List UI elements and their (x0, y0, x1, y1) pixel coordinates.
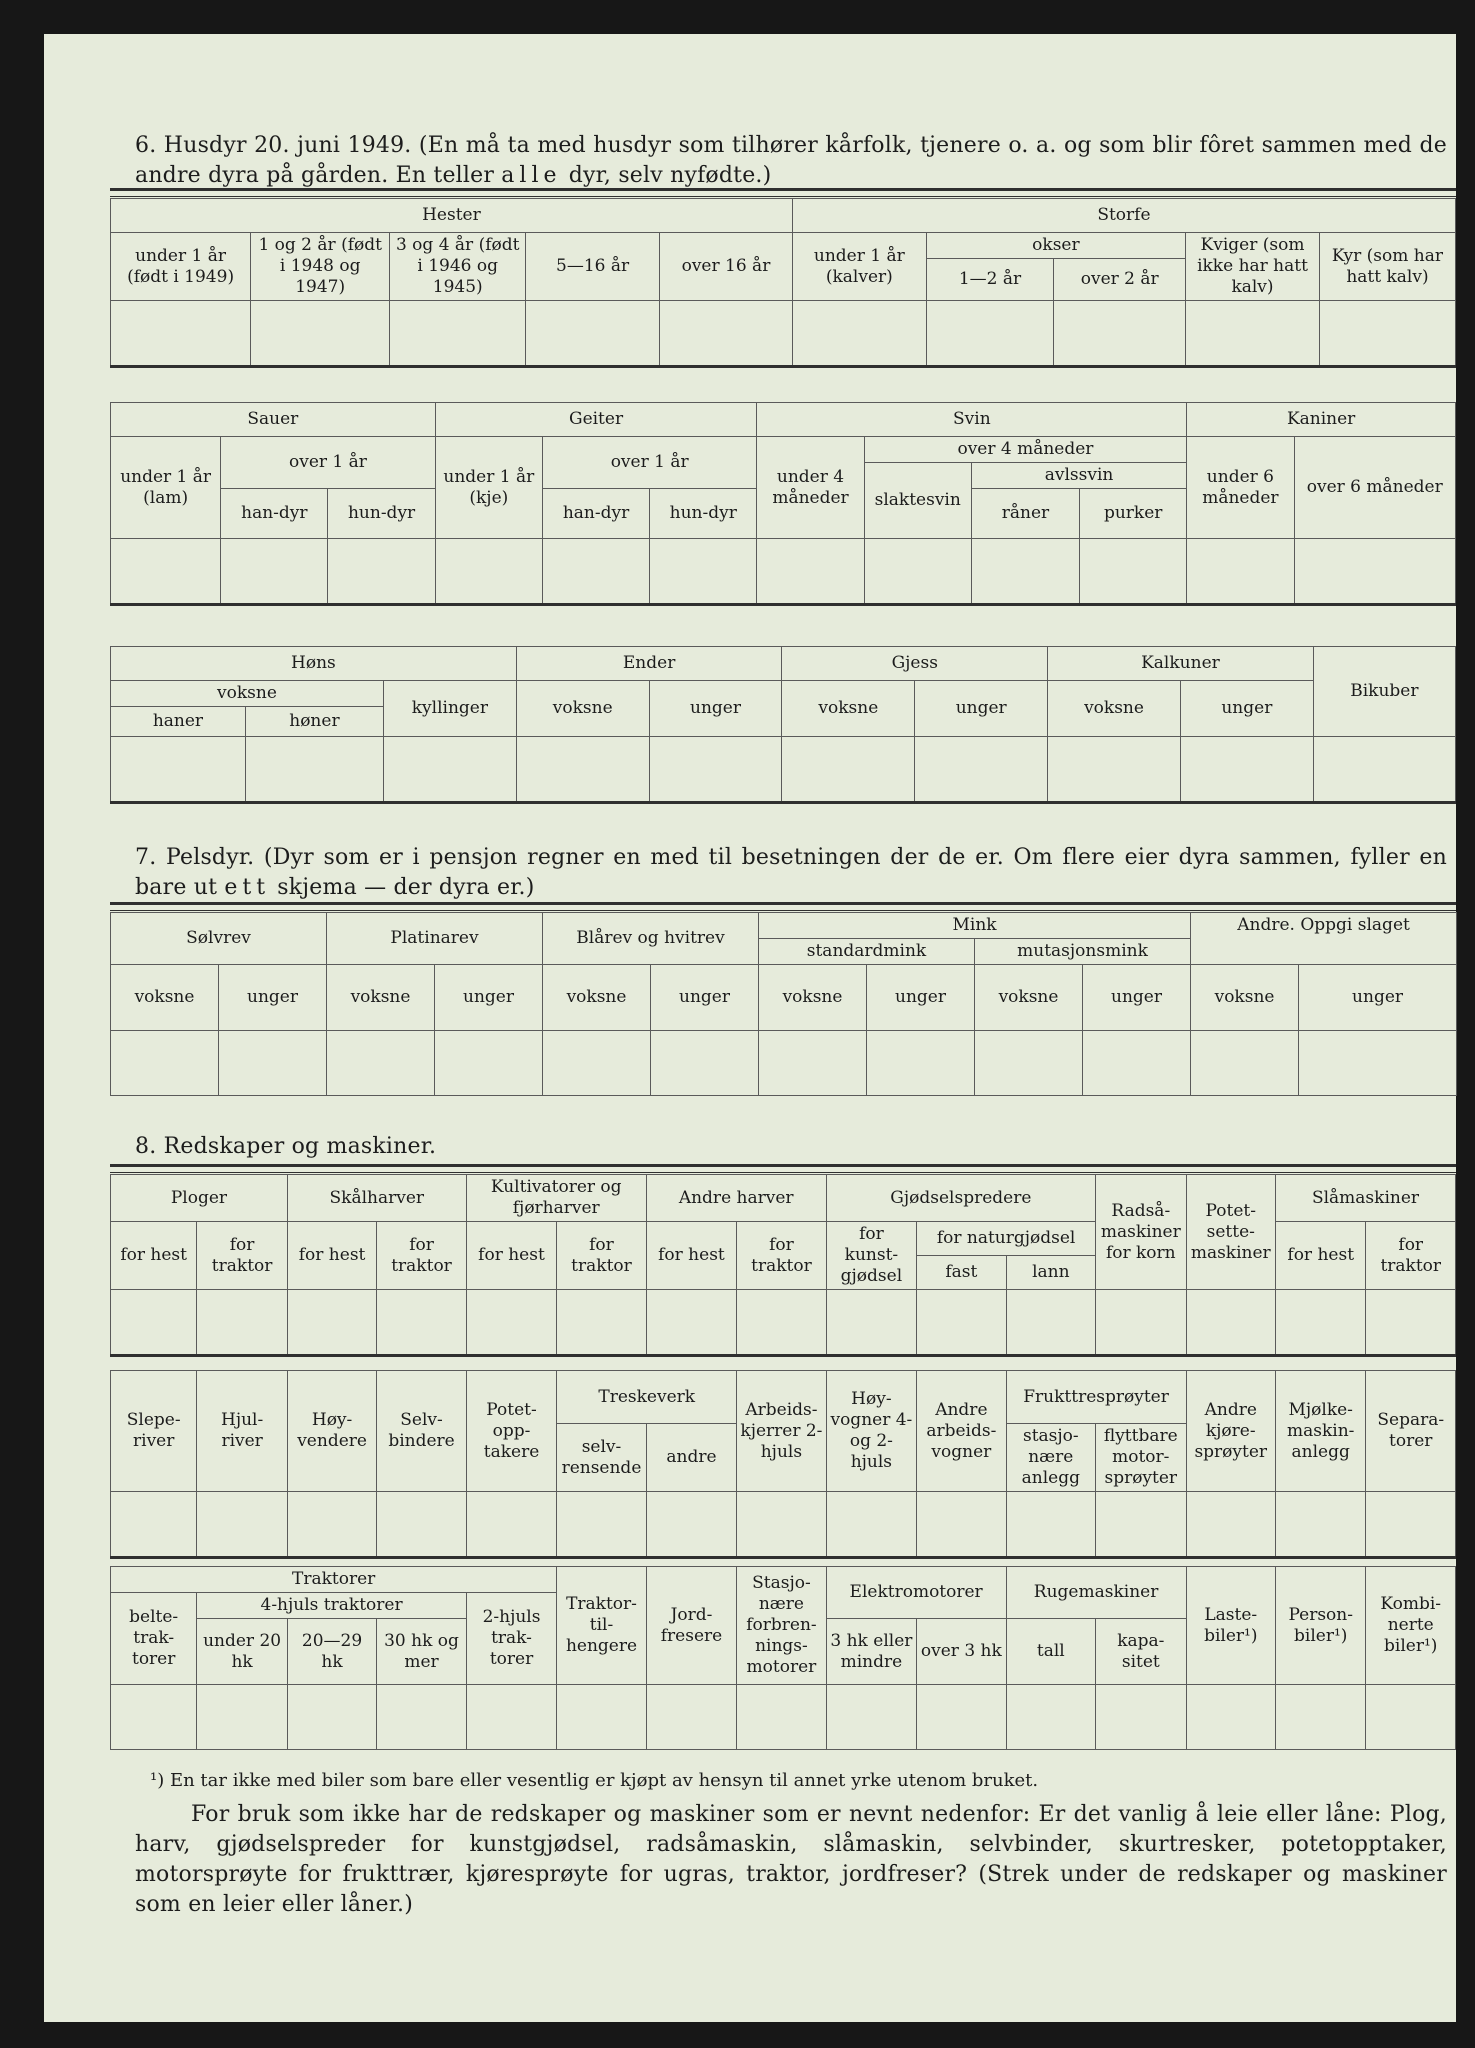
rule (110, 902, 1456, 911)
svin-avlssvin: avlssvin (971, 463, 1186, 489)
hons-voksne: voksne (111, 681, 384, 707)
ruge-col: kapa-sitet (1096, 1619, 1186, 1685)
storfe-header: Storfe (792, 199, 1455, 233)
entry-cell[interactable] (1366, 1685, 1456, 1750)
for-hest: for hest (1275, 1222, 1365, 1290)
geiter-header: Geiter (435, 403, 757, 437)
svin-under4: under 4 måneder (757, 437, 864, 539)
pelsdyr-blarev: Blårev og hvitrev (543, 913, 759, 965)
for-hest: for hest (466, 1222, 556, 1290)
entry-cell[interactable] (1054, 301, 1186, 367)
entry-cell[interactable] (111, 301, 251, 367)
firehjuls-col: under 20 hk (197, 1619, 287, 1685)
potetsettemaskiner-header: Potet-sette-maskiner (1186, 1175, 1275, 1290)
entry-cell[interactable] (757, 539, 864, 605)
entry-cell[interactable] (466, 1685, 557, 1750)
entry-cell[interactable] (390, 301, 526, 367)
hester-col: 5—16 år (526, 233, 660, 301)
entry-cell[interactable] (1275, 1290, 1365, 1356)
lastebiler-header: Laste-biler¹) (1186, 1567, 1275, 1685)
treskeverk-selvrensende: selv-rensende (557, 1424, 646, 1492)
storfe-okser: okser (926, 233, 1185, 259)
section-7-intro (135, 843, 1447, 903)
emphasis-alle: alle (501, 163, 562, 188)
sauer-lam: under 1 år (lam) (111, 437, 221, 539)
form-page (44, 34, 1456, 2022)
avlssvin-col: råner (971, 489, 1079, 539)
entry-cell[interactable] (197, 1685, 287, 1750)
ploger-header: Ploger (111, 1175, 288, 1222)
mink-standard: standardmink (759, 939, 975, 965)
kultivatorer-header: Kultivatorer og fjørharver (466, 1175, 646, 1222)
sauer-col: han-dyr (221, 489, 328, 539)
entry-cell[interactable] (1299, 1031, 1457, 1096)
rule (110, 188, 1456, 197)
fruktsproyter-flyttbare: flyttbare motor-sprøyter (1096, 1424, 1186, 1492)
entry-cell[interactable] (435, 539, 542, 605)
kalkuner-col: unger (1180, 681, 1313, 737)
entry-cell[interactable] (1186, 1492, 1275, 1558)
redskaper-table-2 (110, 1370, 1456, 1559)
avlssvin-col: purker (1080, 489, 1187, 539)
for-traktor: for traktor (737, 1222, 826, 1290)
pelsdyr-voksne: voksne (543, 965, 651, 1031)
section-7-text: 7. Pelsdyr. (Dyr som er i pensjon regner en med til besetningen der de er. Om flere eier dyra sammen, fyller en bare ut (135, 845, 1447, 900)
for-kunstgjodsel: for kunst-gjødsel (826, 1222, 916, 1290)
hoyvendere-header: Høy-vendere (287, 1371, 376, 1492)
for-hest: for hest (287, 1222, 376, 1290)
sleperiver-header: Slepe-river (111, 1371, 197, 1492)
entry-cell[interactable] (759, 1031, 867, 1096)
pelsdyr-table (110, 912, 1457, 1096)
radsamaskiner-header: Radså-maskiner for korn (1096, 1175, 1186, 1290)
jordfresere-header: Jord-fresere (646, 1567, 736, 1685)
entry-cell[interactable] (111, 1685, 197, 1750)
entry-cell[interactable] (649, 737, 782, 803)
ender-col: voksne (516, 681, 649, 737)
entry-cell[interactable] (915, 737, 1048, 803)
entry-cell[interactable] (287, 1685, 376, 1750)
beltetraktorer-header: belte-trak-torer (111, 1593, 197, 1685)
storfe-kalver: under 1 år (kalver) (792, 233, 926, 301)
redskaper-table-3 (110, 1566, 1456, 1750)
gjess-col: voksne (782, 681, 915, 737)
entry-cell[interactable] (328, 539, 435, 605)
andre-arbeidsvogner-header: Andre arbeids-vogner (917, 1371, 1006, 1492)
entry-cell[interactable] (111, 1492, 197, 1558)
entry-cell[interactable] (737, 1290, 826, 1356)
storfe-kviger: Kviger (som ikke har hatt kalv) (1186, 233, 1320, 301)
treskeverk-header: Treskeverk (557, 1371, 737, 1424)
entry-cell[interactable] (1294, 539, 1456, 605)
for-naturgjodsel: for naturgjødsel (917, 1222, 1096, 1256)
section-6-intro (135, 131, 1447, 191)
entry-cell[interactable] (975, 1031, 1083, 1096)
pelsdyr-unger: unger (1299, 965, 1457, 1031)
pelsdyr-unger: unger (867, 965, 975, 1031)
hester-header: Hester (111, 199, 793, 233)
entry-cell[interactable] (1186, 1685, 1275, 1750)
selvbindere-header: Selv-bindere (377, 1371, 466, 1492)
entry-cell[interactable] (557, 1492, 646, 1558)
entry-cell[interactable] (1366, 1290, 1456, 1356)
entry-cell[interactable] (111, 539, 221, 605)
entry-cell[interactable] (466, 1492, 556, 1558)
entry-cell[interactable] (543, 1031, 651, 1096)
pelsdyr-voksne: voksne (759, 965, 867, 1031)
kombinerte-biler-header: Kombi-nerte biler¹) (1366, 1567, 1456, 1685)
separatorer-header: Separa-torer (1366, 1371, 1456, 1492)
for-traktor: for traktor (377, 1222, 466, 1290)
ender-col: unger (649, 681, 782, 737)
svin-header: Svin (757, 403, 1187, 437)
entry-cell[interactable] (1275, 1492, 1365, 1558)
entry-cell[interactable] (526, 301, 660, 367)
pelsdyr-platinarev: Platinarev (327, 913, 543, 965)
elektro-col: over 3 hk (917, 1619, 1006, 1685)
pelsdyr-andre: Andre. Oppgi slaget (1191, 913, 1457, 965)
hester-col: 1 og 2 år (født i 1948 og 1947) (251, 233, 390, 301)
entry-cell[interactable] (826, 1685, 916, 1750)
entry-cell[interactable] (111, 1031, 219, 1096)
entry-cell[interactable] (826, 1492, 916, 1558)
geiter-col: hun-dyr (650, 489, 757, 539)
entry-cell[interactable] (197, 1290, 287, 1356)
pelsdyr-unger: unger (651, 965, 759, 1031)
hoyvogner-header: Høy-vogner 4- og 2-hjuls (826, 1371, 916, 1492)
geiter-kje: under 1 år (kje) (435, 437, 542, 539)
entry-cell[interactable] (1006, 1685, 1095, 1750)
entry-cell[interactable] (1366, 1492, 1456, 1558)
storfe-kyr: Kyr (som har hatt kalv) (1319, 233, 1455, 301)
entry-cell[interactable] (1186, 1290, 1275, 1356)
svin-over4: over 4 måneder (864, 437, 1187, 463)
entry-cell[interactable] (650, 539, 757, 605)
pelsdyr-voksne: voksne (327, 965, 435, 1031)
hons-col: haner (111, 707, 246, 737)
sauer-col: hun-dyr (328, 489, 435, 539)
entry-cell[interactable] (1275, 1685, 1365, 1750)
ruge-col: tall (1006, 1619, 1095, 1685)
bikuber-header: Bikuber (1313, 647, 1455, 737)
entry-cell[interactable] (660, 301, 793, 367)
naturgjodsel-fast: fast (917, 1256, 1006, 1290)
kalkuner-col: voksne (1048, 681, 1181, 737)
entry-cell[interactable] (287, 1290, 376, 1356)
gjodselspredere-header: Gjødselspredere (826, 1175, 1095, 1222)
entry-cell[interactable] (557, 1685, 646, 1750)
geiter-over: over 1 år (542, 437, 756, 489)
entry-cell[interactable] (646, 1685, 736, 1750)
entry-cell[interactable] (1006, 1290, 1095, 1356)
traktortilhengere-header: Traktor-til-hengere (557, 1567, 646, 1685)
entry-cell[interactable] (219, 1031, 327, 1096)
entry-cell[interactable] (1187, 539, 1294, 605)
for-traktor: for traktor (557, 1222, 646, 1290)
pelsdyr-unger: unger (219, 965, 327, 1031)
entry-cell[interactable] (1180, 737, 1313, 803)
entry-cell[interactable] (926, 301, 1054, 367)
entry-cell[interactable] (245, 737, 383, 803)
gjess-col: unger (915, 681, 1048, 737)
kalkuner-header: Kalkuner (1048, 647, 1314, 681)
entry-cell[interactable] (917, 1290, 1006, 1356)
slamaskiner-header: Slåmaskiner (1275, 1175, 1455, 1222)
sauer-over: over 1 år (221, 437, 435, 489)
pelsdyr-mink: Mink (759, 913, 1191, 939)
entry-cell[interactable] (1096, 1492, 1186, 1558)
mjolkemaskin-header: Mjølke-maskin-anlegg (1275, 1371, 1365, 1492)
entry-cell[interactable] (542, 539, 649, 605)
entry-cell[interactable] (737, 1492, 826, 1558)
entry-cell[interactable] (864, 539, 971, 605)
pelsdyr-unger: unger (1083, 965, 1191, 1031)
okser-col: 1—2 år (926, 259, 1054, 301)
entry-cell[interactable] (1006, 1492, 1095, 1558)
entry-cell[interactable] (111, 1290, 197, 1356)
pelsdyr-voksne: voksne (975, 965, 1083, 1031)
entry-cell[interactable] (435, 1031, 543, 1096)
entry-cell[interactable] (867, 1031, 975, 1096)
entry-cell[interactable] (377, 1492, 466, 1558)
treskeverk-andre: andre (646, 1424, 736, 1492)
entry-cell[interactable] (383, 737, 516, 803)
entry-cell[interactable] (1313, 737, 1455, 803)
andre-harver-header: Andre harver (646, 1175, 826, 1222)
elektro-col: 3 hk eller mindre (826, 1619, 916, 1685)
entry-cell[interactable] (111, 737, 246, 803)
entry-cell[interactable] (646, 1290, 736, 1356)
gjess-header: Gjess (782, 647, 1048, 681)
entry-cell[interactable] (917, 1685, 1006, 1750)
naturgjodsel-lann: lann (1006, 1256, 1095, 1290)
svin-slaktesvin: slaktesvin (864, 463, 971, 539)
stasjonaere-motorer-header: Stasjo-nære forbren-nings-motorer (737, 1567, 826, 1685)
entry-cell[interactable] (1319, 301, 1455, 367)
andre-kjoresproyter-header: Andre kjøre-sprøyter (1186, 1371, 1275, 1492)
entry-cell[interactable] (377, 1685, 466, 1750)
entry-cell[interactable] (1083, 1031, 1191, 1096)
for-traktor: for traktor (197, 1222, 287, 1290)
pelsdyr-voksne: voksne (111, 965, 219, 1031)
section-6-text-end: dyr, selv nyfødte.) (568, 163, 772, 188)
arbeidskjerrer-header: Arbeids-kjerrer 2-hjuls (737, 1371, 826, 1492)
traktorer-header: Traktorer (111, 1567, 557, 1593)
section-6-text: 6. Husdyr 20. juni 1949. (En må ta med husdyr som tilhører kårfolk, tjenere o. a. og som blir fôret sammen med de andre dyra på gården. En teller (135, 133, 1447, 188)
husdyr-sauer-geiter-svin-table (110, 402, 1456, 606)
entry-cell[interactable] (516, 737, 649, 803)
ender-header: Ender (516, 647, 782, 681)
elektromotorer-header: Elektromotorer (826, 1567, 1006, 1619)
potetopptakere-header: Potet-opp-takere (466, 1371, 556, 1492)
kaniner-col: under 6 måneder (1187, 437, 1294, 539)
pelsdyr-solvrev: Sølvrev (111, 913, 327, 965)
firehjuls-col: 20—29 hk (287, 1619, 376, 1685)
closing-paragraph: For bruk som ikke har de redskaper og maskiner som er nevnt nedenfor: Er det vanlig å leie eller låne: Plog, harv, gjødselspreder for kunstgjødsel, radsåmaskin, slåmaskin, selvbinder, skurtresker, potetopptaker, motorsprøyte for frukttrær, kjøresprøyte for ugras, traktor, jordfreser? (Strek under de redskaper og maskiner som en leier eller låner.) (135, 1802, 1447, 1917)
entry-cell[interactable] (1080, 539, 1187, 605)
entry-cell[interactable] (251, 301, 390, 367)
for-traktor: for traktor (1366, 1222, 1456, 1290)
section-7-text-end: skjema — der dyra er.) (277, 875, 535, 900)
fruktsproyter-header: Frukttresprøyter (1006, 1371, 1186, 1424)
entry-cell[interactable] (327, 1031, 435, 1096)
entry-cell[interactable] (826, 1290, 916, 1356)
husdyr-fjorfe-table (110, 646, 1456, 804)
redskaper-table-1 (110, 1174, 1456, 1357)
pelsdyr-unger: unger (435, 965, 543, 1031)
entry-cell[interactable] (287, 1492, 376, 1558)
hjulriver-header: Hjul-river (197, 1371, 287, 1492)
firehjuls-col: 30 hk og mer (377, 1619, 466, 1685)
entry-cell[interactable] (737, 1685, 826, 1750)
emphasis-ett: ett (224, 875, 271, 900)
entry-cell[interactable] (1191, 1031, 1299, 1096)
fruktsproyter-stasjonaere: stasjo-nære anlegg (1006, 1424, 1095, 1492)
footnote: ¹) En tar ikke med biler som bare eller vesentlig er kjøpt av hensyn til annet yrke utenom bruket. (150, 1770, 1039, 1791)
tohjuls-header: 2-hjuls trak-torer (466, 1593, 557, 1685)
hons-kyllinger: kyllinger (383, 681, 516, 737)
entry-cell[interactable] (557, 1290, 646, 1356)
rugemaskiner-header: Rugemaskiner (1006, 1567, 1186, 1619)
entry-cell[interactable] (1096, 1290, 1186, 1356)
rule (110, 1164, 1456, 1173)
entry-cell[interactable] (646, 1492, 736, 1558)
firehjuls-header: 4-hjuls traktorer (197, 1593, 466, 1619)
for-hest: for hest (646, 1222, 736, 1290)
entry-cell[interactable] (377, 1290, 466, 1356)
kaniner-header: Kaniner (1187, 403, 1456, 437)
hons-col: høner (245, 707, 383, 737)
entry-cell[interactable] (782, 737, 915, 803)
okser-col: over 2 år (1054, 259, 1186, 301)
entry-cell[interactable] (971, 539, 1079, 605)
entry-cell[interactable] (197, 1492, 287, 1558)
entry-cell[interactable] (917, 1492, 1006, 1558)
for-hest: for hest (111, 1222, 197, 1290)
skalharver-header: Skålharver (287, 1175, 466, 1222)
entry-cell[interactable] (1048, 737, 1181, 803)
entry-cell[interactable] (792, 301, 926, 367)
mink-mutasjon: mutasjonsmink (975, 939, 1191, 965)
hester-col: 3 og 4 år (født i 1946 og 1945) (390, 233, 526, 301)
hons-header: Høns (111, 647, 517, 681)
section-8-title: 8. Redskaper og maskiner. (135, 1134, 437, 1159)
sauer-header: Sauer (111, 403, 436, 437)
hester-col: over 16 år (660, 233, 793, 301)
entry-cell[interactable] (651, 1031, 759, 1096)
pelsdyr-voksne: voksne (1191, 965, 1299, 1031)
hester-col: under 1 år (født i 1949) (111, 233, 251, 301)
entry-cell[interactable] (1096, 1685, 1186, 1750)
entry-cell[interactable] (221, 539, 328, 605)
geiter-col: han-dyr (542, 489, 649, 539)
husdyr-hester-storfe-table (110, 198, 1456, 368)
kaniner-col: over 6 måneder (1294, 437, 1456, 539)
entry-cell[interactable] (466, 1290, 556, 1356)
entry-cell[interactable] (1186, 301, 1320, 367)
personbiler-header: Person-biler¹) (1275, 1567, 1365, 1685)
